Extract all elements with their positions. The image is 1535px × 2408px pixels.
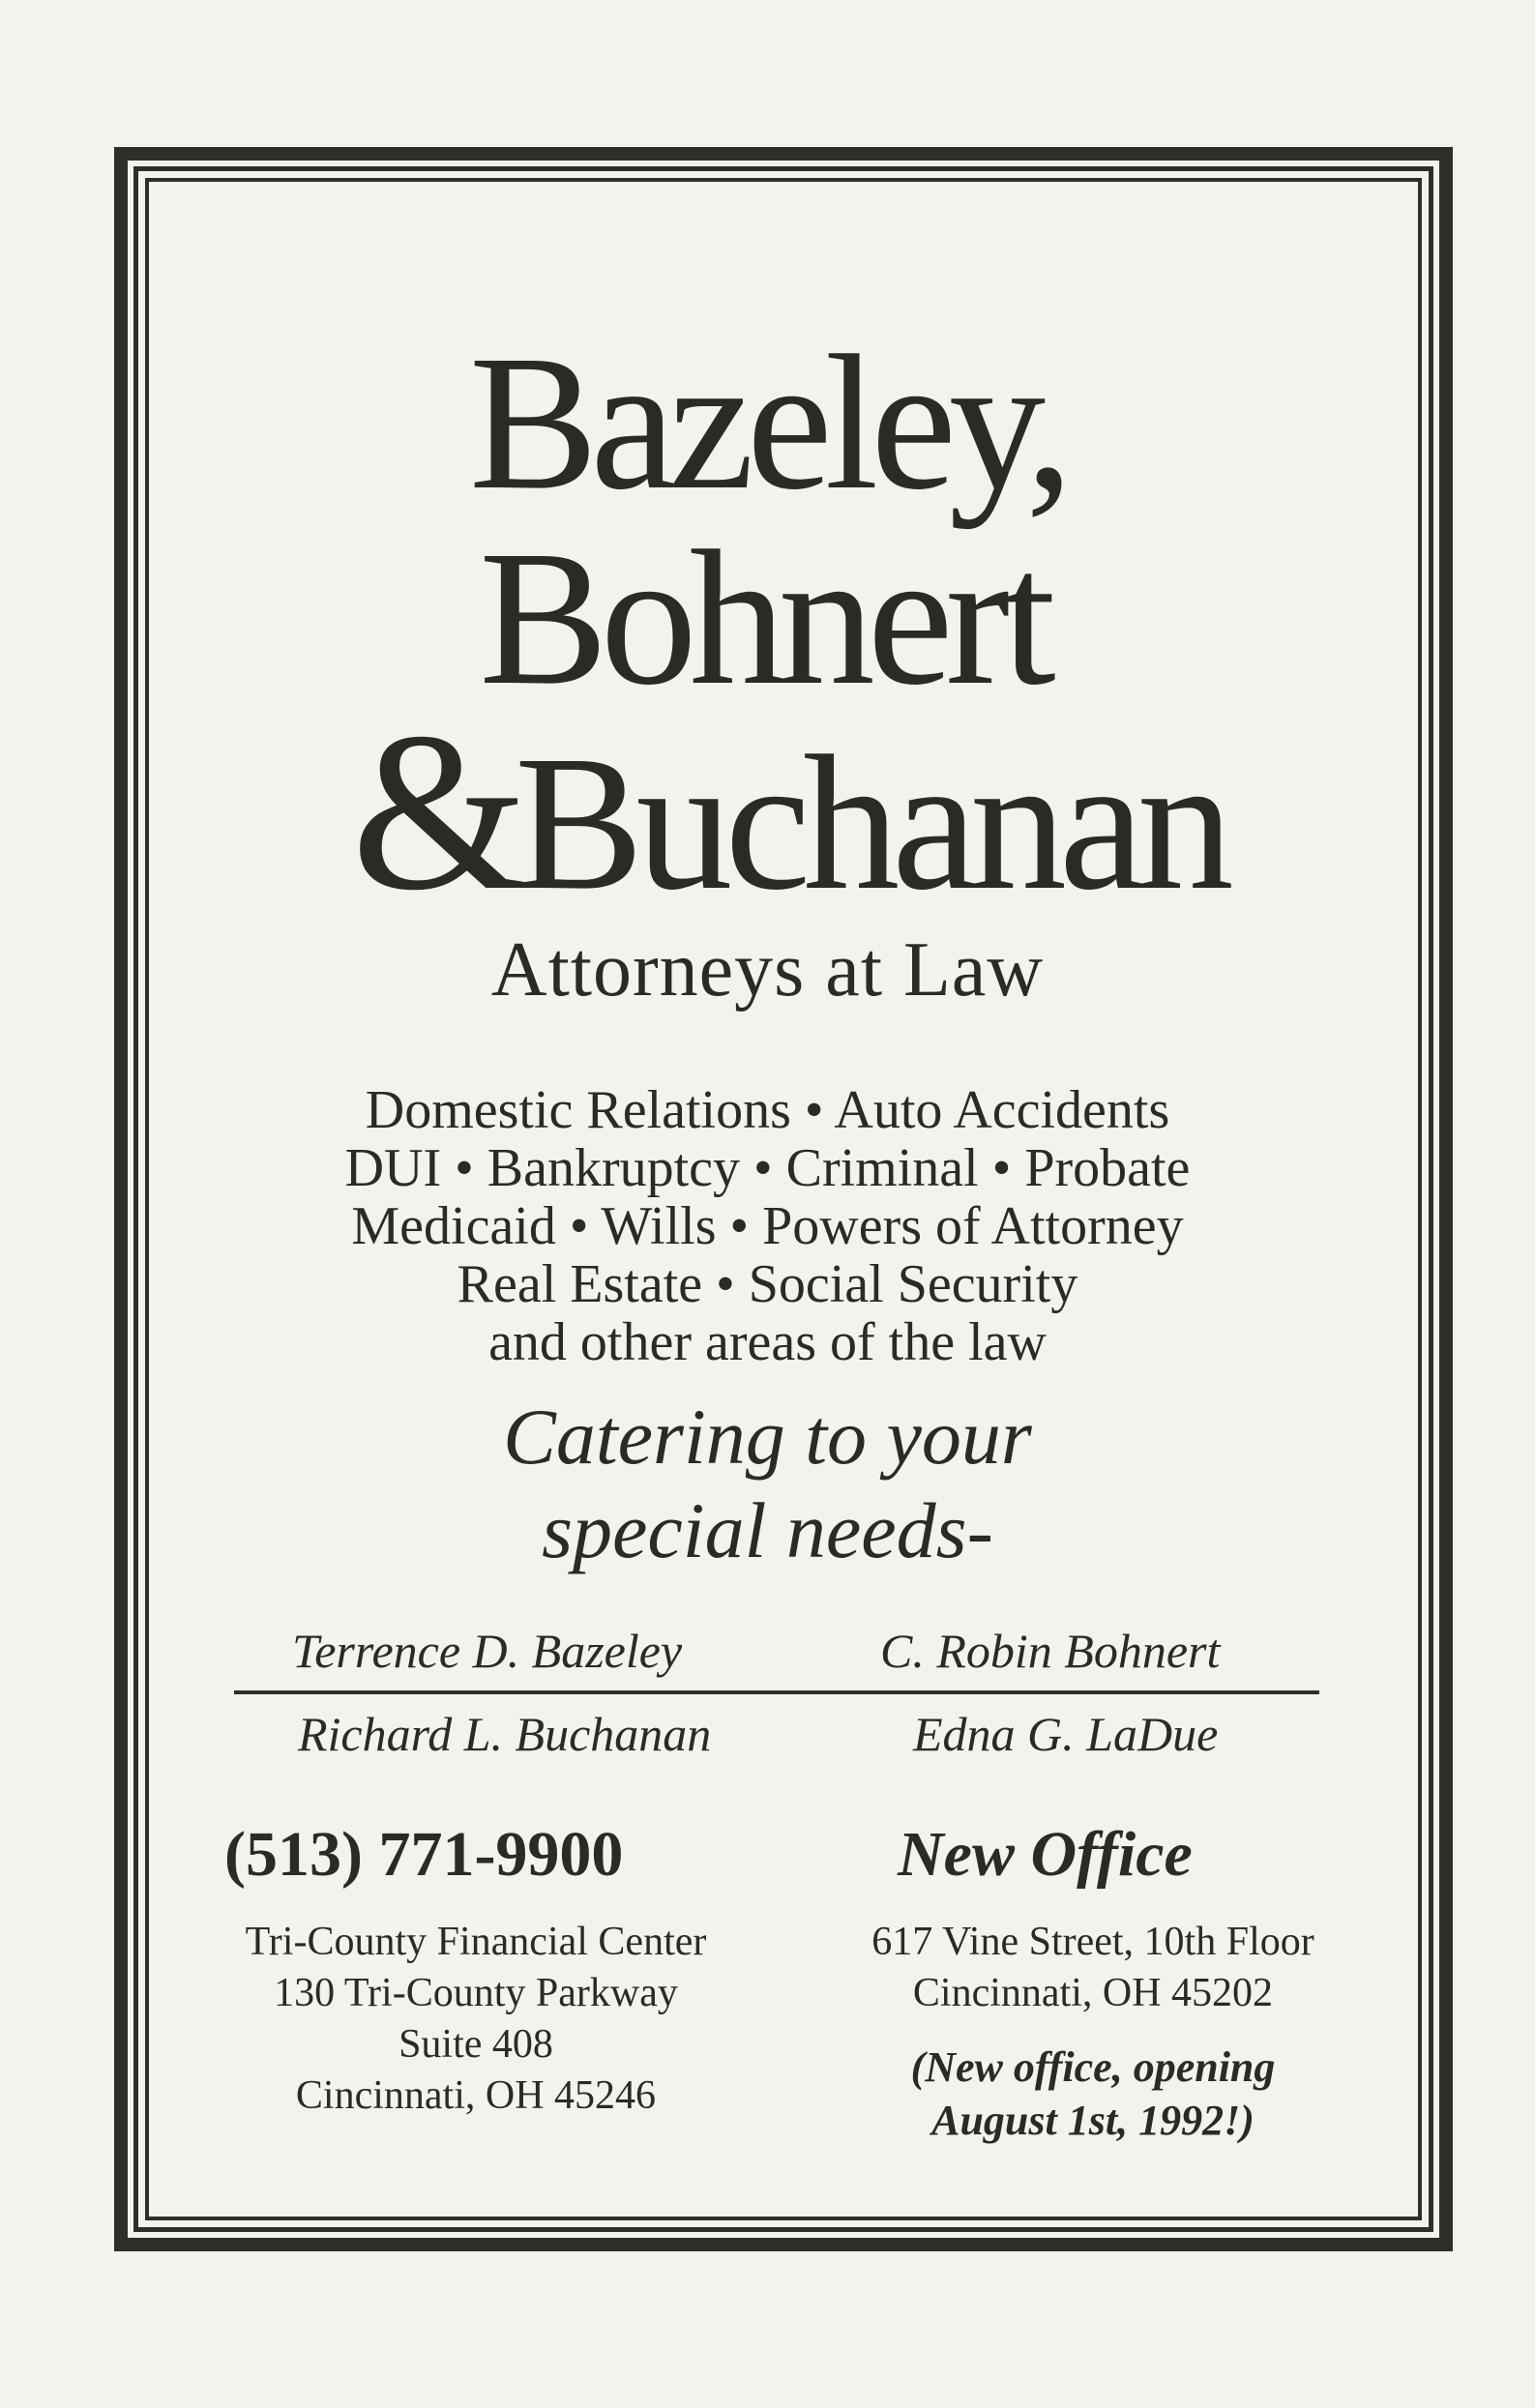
address-line: Suite 408 bbox=[399, 2022, 553, 2067]
address-line: Cincinnati, OH 45202 bbox=[912, 1971, 1274, 2015]
firm-name-line-1: Bazeley, bbox=[468, 316, 1067, 530]
firm-name-line-2: Bohnert bbox=[479, 512, 1048, 725]
attorney-terrence-bazeley: Terrence D. Bazeley bbox=[292, 1624, 683, 1678]
new-office-heading: New Office bbox=[898, 1819, 1193, 1890]
attorney-edna-ladue: Edna G. LaDue bbox=[913, 1707, 1219, 1761]
firm-name-line-3 bbox=[21, 686, 1535, 937]
ampersand: & bbox=[351, 686, 516, 937]
practice-areas-line-5: and other areas of the law bbox=[488, 1312, 1047, 1372]
address-line: 617 Vine Street, 10th Floor bbox=[871, 1920, 1314, 1964]
tagline: Attorneys at Law bbox=[490, 927, 1045, 1013]
current-office-address bbox=[186, 1917, 766, 2122]
notice-line-1: (New office, opening bbox=[910, 2043, 1276, 2091]
practice-areas-line-2: DUI • Bankruptcy • Criminal • Probate bbox=[344, 1138, 1191, 1198]
slogan-line-2: special needs- bbox=[542, 1486, 993, 1574]
attorney-divider bbox=[234, 1690, 1319, 1694]
firm-name-buchanan: Buchanan bbox=[515, 717, 1226, 930]
practice-areas-line-3: Medicaid • Wills • Powers of Attorney bbox=[351, 1196, 1184, 1256]
practice-areas-line-1: Domestic Relations • Auto Accidents bbox=[365, 1080, 1170, 1140]
address-line: Tri-County Financial Center bbox=[245, 1920, 707, 1964]
notice-line-2: August 1st, 1992!) bbox=[931, 2097, 1255, 2144]
phone-number: (513) 771-9900 bbox=[224, 1819, 624, 1890]
address-line: 130 Tri-County Parkway bbox=[274, 1971, 678, 2015]
slogan-line-1: Catering to your bbox=[503, 1393, 1032, 1481]
attorney-robin-bohnert: C. Robin Bohnert bbox=[880, 1624, 1221, 1678]
opening-notice bbox=[803, 2041, 1383, 2147]
address-line: Cincinnati, OH 45246 bbox=[295, 2073, 657, 2118]
new-office-address bbox=[803, 1917, 1383, 2019]
attorney-richard-buchanan: Richard L. Buchanan bbox=[298, 1707, 712, 1761]
practice-areas-line-4: Real Estate • Social Security bbox=[457, 1254, 1078, 1314]
